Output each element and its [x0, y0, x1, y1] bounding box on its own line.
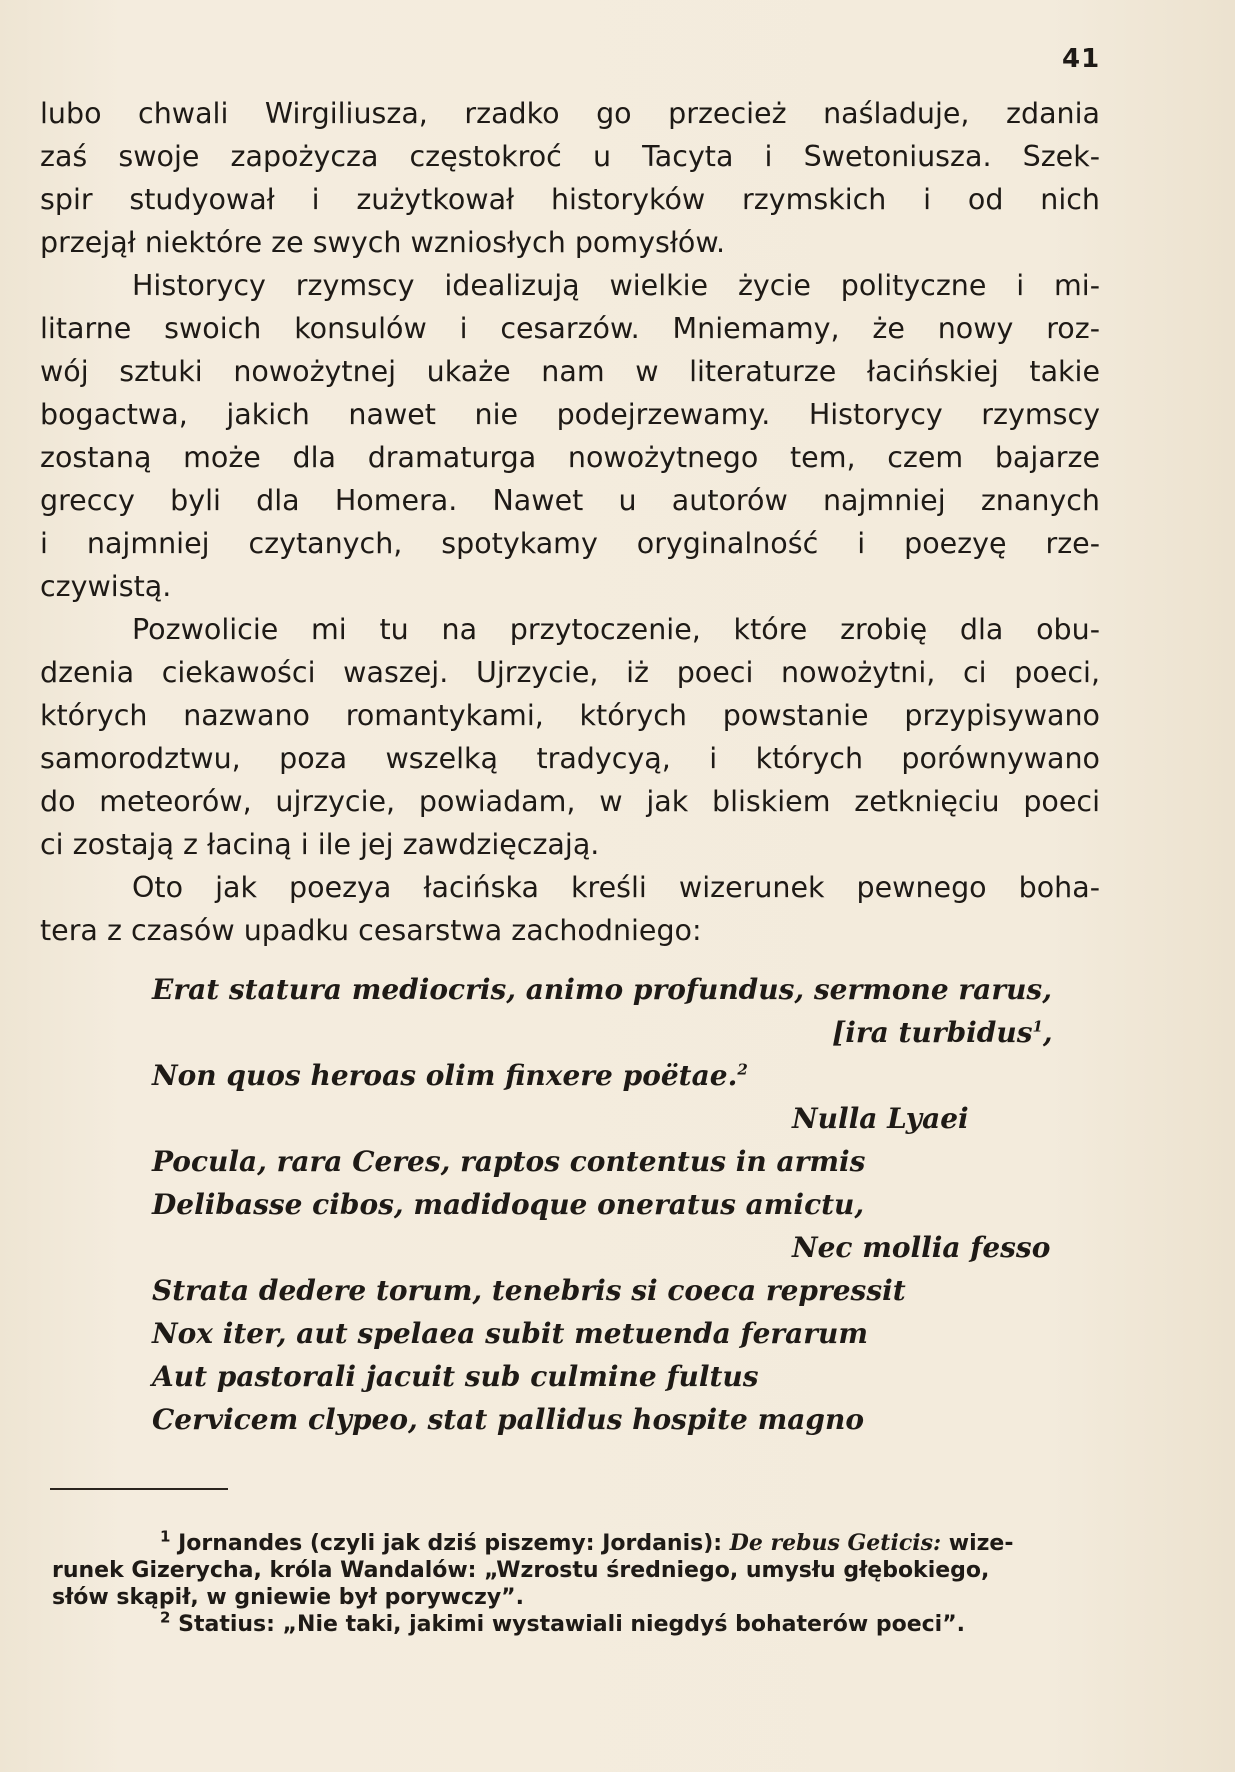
footnote-1-line-3: słów skąpił, w gniewie był porywczy”. [52, 1585, 524, 1610]
footnote-title: De rebus Geticis: [729, 1530, 942, 1556]
footnote-text: Statius: „Nie taki, jakimi wystawiali niegdyś bohaterów poeci”. [178, 1612, 966, 1637]
footnote-mark: 1 [160, 1527, 171, 1546]
text-line: bogactwa, jakich nawet nie podejrzewamy. Historycy rzymscy [40, 398, 1100, 431]
body-text [40, 92, 1100, 952]
text-line: lubo chwali Wirgiliusza, rzadko go przecież naśladuje, zdania [40, 97, 1100, 130]
footnote-mark: 2 [160, 1608, 171, 1627]
text-line: czywistą. [40, 570, 172, 603]
page-number: 41 [1062, 44, 1101, 74]
text-line: Historycy rzymscy idealizują wielkie życie polityczne i mi- [132, 269, 1100, 302]
text-line: zaś swoje zapożycza częstokroć u Tacyta i Swetoniusza. Szek- [40, 140, 1100, 173]
text-line: samorodztwu, poza wszelką tradycyą, i których porównywano [40, 742, 1100, 775]
text-line: ci zostają z łaciną i ile jej zawdzięczają. [40, 828, 600, 861]
text-line: których nazwano romantykami, których powstanie przypisywano [40, 699, 1100, 732]
verse-punct: , [1042, 1016, 1053, 1049]
footnote-1-line-2: runek Gizerycha, króla Wandalów: „Wzrostu średniego, umysłu głębokiego, [52, 1558, 990, 1583]
verse-line: Delibasse cibos, madidoque oneratus amictu, [152, 1188, 865, 1221]
verse-line: Pocula, rara Ceres, raptos contentus in armis [152, 1145, 866, 1178]
verse-line: Aut pastorali jacuit sub culmine fultus [152, 1360, 759, 1393]
footnote-ref: 2 [737, 1060, 748, 1079]
verse-line [152, 1011, 1082, 1054]
text-line: Pozwolicie mi tu na przytoczenie, które zrobię dla obu- [132, 613, 1100, 646]
text-line: spir studyował i zużytkował historyków rzymskich i od nich [40, 183, 1100, 216]
text-line: litarne swoich konsulów i cesarzów. Mniemamy, że nowy roz- [40, 312, 1100, 345]
text-line: Oto jak poezya łacińska kreśli wizerunek pewnego boha- [132, 871, 1100, 904]
verse-line [152, 1054, 1082, 1097]
text-line: greccy byli dla Homera. Nawet u autorów najmniej znanych [40, 484, 1100, 517]
text-line: tera z czasów upadku cesarstwa zachodniego: [40, 914, 702, 947]
verse-text: [ira turbidus [832, 1016, 1033, 1049]
text-line: wój sztuki nowożytnej ukaże nam w literaturze łacińskiej takie [40, 355, 1100, 388]
verse-line: Strata dedere torum, tenebris si coeca repressit [152, 1274, 906, 1307]
text-line: przejął niektóre ze swych wzniosłych pomysłów. [40, 226, 726, 259]
text-line: zostaną może dla dramaturga nowożytnego tem, czem bajarze [40, 441, 1100, 474]
text-line: dzenia ciekawości waszej. Ujrzycie, iż poeci nowożytni, ci poeci, [40, 656, 1100, 689]
verse-line: Cervicem clypeo, stat pallidus hospite magno [152, 1403, 865, 1436]
footnote-ref: 1 [1032, 1017, 1043, 1036]
verse-line: Erat statura mediocris, animo profundus, sermone rarus, [152, 973, 1052, 1006]
text-line: do meteorów, ujrzycie, powiadam, w jak bliskiem zetknięciu poeci [40, 785, 1100, 818]
text-line: i najmniej czytanych, spotykamy oryginalność i poezyę rze- [40, 527, 1100, 560]
verse-line: Nec mollia fesso [792, 1231, 1051, 1264]
verse-line: Nox iter, aut spelaea subit metuenda ferarum [152, 1317, 869, 1350]
verse-text: Non quos heroas olim finxere poëtae. [152, 1059, 738, 1092]
footnote-text: Jornandes (czyli jak dziś piszemy: Jordanis): [178, 1531, 723, 1556]
footnote-text: wize- [948, 1531, 1014, 1556]
footnote-1 [52, 1527, 1122, 1557]
latin-verse [152, 968, 1082, 1441]
footnote-divider [50, 1488, 228, 1490]
footnote-2 [52, 1608, 1122, 1638]
footnotes [52, 1527, 1122, 1638]
verse-line: Nulla Lyaei [792, 1102, 969, 1135]
